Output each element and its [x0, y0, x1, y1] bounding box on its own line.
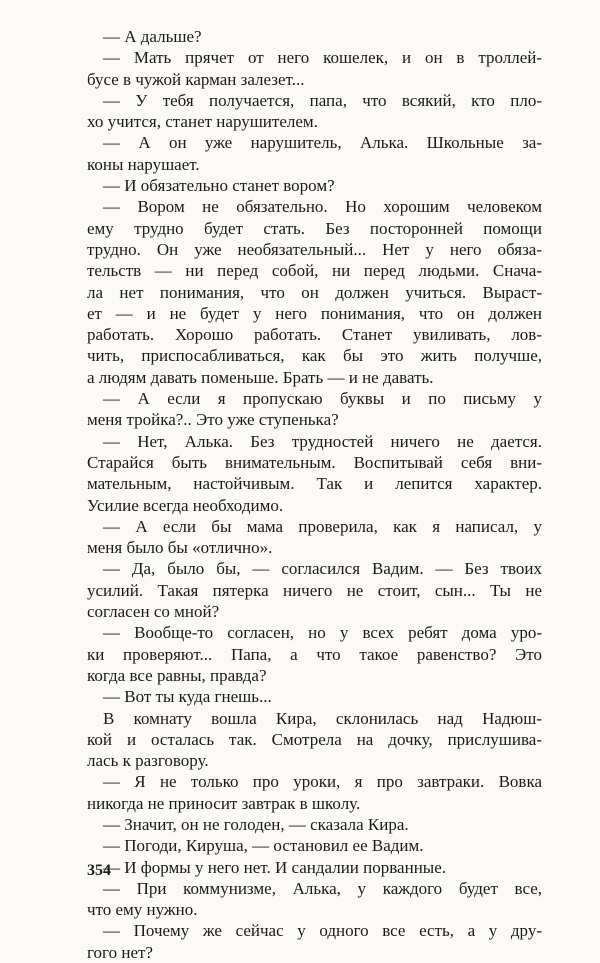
text-line: — Мать прячет от него кошелек, и он в троллей- — [103, 48, 542, 68]
text-line: согласен со мной? — [87, 602, 220, 622]
page-text — [87, 26, 542, 963]
text-line: — Погоди, Кируша, — остановил ее Вадим. — [103, 836, 424, 856]
text-line: — Вот ты куда гнешь... — [103, 687, 272, 707]
text-line: — Вором не обязательно. Но хорошим человеком — [103, 197, 542, 217]
text-line: гого нет? — [87, 942, 153, 962]
text-line: — Почему же сейчас у одного все есть, а у дру- — [103, 921, 542, 941]
text-line: работать. Хорошо работать. Станет увиливать, лов- — [87, 325, 542, 345]
text-line: никогда не приносит завтрак в школу. — [87, 793, 361, 813]
text-line: когда все равны, правда? — [87, 665, 267, 685]
page-number: 354 — [87, 862, 111, 879]
text-line: — И обязательно станет вором? — [103, 176, 335, 196]
text-line: ла нет понимания, что он должен учиться. Выраст- — [87, 282, 542, 302]
text-line: бусе в чужой карман залезет... — [87, 69, 305, 89]
text-line: — Значит, он не голоден, — сказала Кира. — [103, 814, 409, 834]
text-line: — Я не только про уроки, я про завтраки. Вовка — [103, 772, 542, 792]
text-line: что ему нужно. — [87, 900, 198, 920]
text-line: Старайся быть внимательным. Воспитывай себя вни- — [87, 452, 542, 472]
text-line: хо учится, станет нарушителем. — [87, 112, 318, 132]
text-line: а людям давать поменьше. Брать — и не давать. — [87, 367, 434, 387]
text-line: тельств — ни перед собой, ни перед людьми. Снача- — [87, 261, 542, 281]
text-line: трудно. Он уже необязательный... Нет у него обяза- — [87, 239, 542, 259]
text-line: усилий. Такая пятерка ничего не стоит, сын... Ты не — [87, 580, 542, 600]
text-line: Усилие всегда необходимо. — [87, 495, 284, 515]
text-line: — И формы у него нет. И сандалии порванные. — [103, 857, 447, 877]
text-line: ет — и не будет у него понимания, что он должен — [87, 303, 542, 323]
text-line: коны нарушает. — [87, 154, 200, 174]
text-line: — Вообще-то согласен, но у всех ребят дома уро- — [103, 623, 542, 643]
text-line: В комнату вошла Кира, склонилась над Надюш- — [103, 708, 542, 728]
text-line: ки проверяют... Папа, а что такое равенство? Это — [87, 644, 542, 664]
text-line: меня тройка?.. Это уже ступенька? — [87, 410, 339, 430]
text-line: мательным, настойчивым. Так и лепится характер. — [87, 474, 542, 494]
text-line: кой и осталась так. Смотрела на дочку, прислушива- — [87, 729, 542, 749]
text-line: ему трудно будет стать. Без посторонней помощи — [87, 218, 542, 238]
text-line: — А если я пропускаю буквы и по письму у — [103, 389, 542, 409]
text-line: — У тебя получается, папа, что всякий, кто пло- — [103, 90, 542, 110]
text-line: чить, приспосабливаться, как бы это жить получше, — [87, 346, 542, 366]
text-line: меня было бы «отлично». — [87, 538, 273, 558]
text-line: — А если бы мама проверила, как я написал, у — [103, 516, 542, 536]
text-line: — При коммунизме, Алька, у каждого будет все, — [103, 878, 542, 898]
text-line: — Нет, Алька. Без трудностей ничего не дается. — [103, 431, 542, 451]
text-line: — А дальше? — [103, 27, 202, 46]
text-line: — Да, было бы, — согласился Вадим. — Без твоих — [103, 559, 542, 579]
text-line: — А он уже нарушитель, Алька. Школьные за- — [103, 133, 542, 153]
text-line: лась к разговору. — [87, 751, 209, 771]
